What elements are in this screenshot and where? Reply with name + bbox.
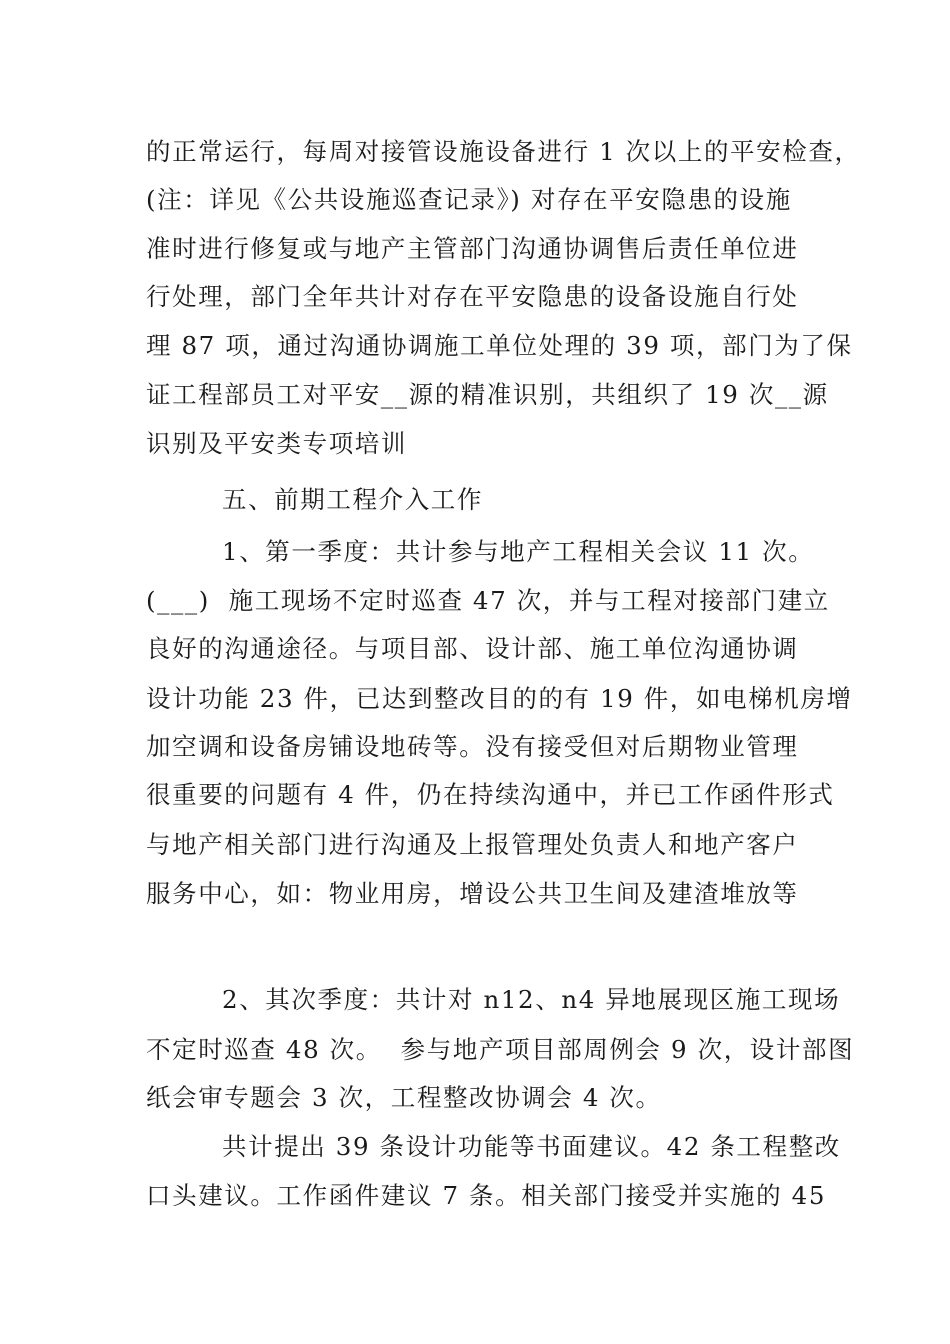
- section-heading: 五、前期工程介入工作: [222, 485, 483, 514]
- text-line: 证工程部员工对平安__源的精准识别，共组织了 19 次__源: [146, 380, 829, 409]
- text-line: 很重要的问题有 4 件，仍在持续沟通中，并已工作函件形式: [146, 780, 835, 809]
- text-line: 加空调和设备房铺设地砖等。没有接受但对后期物业管理: [146, 732, 799, 761]
- text-line: 设计功能 23 件，已达到整改目的的有 19 件，如电梯机房增: [146, 684, 853, 713]
- text-line: 1、第一季度：共计参与地产工程相关会议 11 次。: [222, 537, 815, 566]
- text-line: 2、其次季度：共计对 n12、n4 异地展现区施工现场: [222, 985, 841, 1014]
- text-line: 识别及平安类专项培训: [146, 429, 407, 458]
- text-line: 准时进行修复或与地产主管部门沟通协调售后责任单位进: [146, 234, 799, 263]
- text-line: 口头建议。工作函件建议 7 条。相关部门接受并实施的 45: [146, 1181, 827, 1210]
- text-line: 服务中心，如：物业用房，增设公共卫生间及建渣堆放等: [146, 879, 799, 908]
- text-line: 共计提出 39 条设计功能等书面建议。42 条工程整改: [222, 1132, 841, 1161]
- text-line: (___) 施工现场不定时巡查 47 次，并与工程对接部门建立: [146, 586, 830, 615]
- text-line: 理 87 项，通过沟通协调施工单位处理的 39 项，部门为了保: [146, 331, 853, 360]
- text-line: 良好的沟通途径。与项目部、设计部、施工单位沟通协调: [146, 634, 799, 663]
- text-line: 行处理，部门全年共计对存在平安隐患的设备设施自行处: [146, 282, 799, 311]
- text-line: 不定时巡查 48 次。 参与地产项目部周例会 9 次，设计部图: [146, 1035, 855, 1064]
- text-line: (注：详见《公共设施巡查记录》) 对存在平安隐患的设施: [146, 185, 792, 214]
- text-line: 的正常运行，每周对接管设施设备进行 1 次以上的平安检查，: [146, 137, 861, 166]
- text-line: 纸会审专题会 3 次，工程整改协调会 4 次。: [146, 1083, 662, 1112]
- text-line: 与地产相关部门进行沟通及上报管理处负责人和地产客户: [146, 830, 799, 859]
